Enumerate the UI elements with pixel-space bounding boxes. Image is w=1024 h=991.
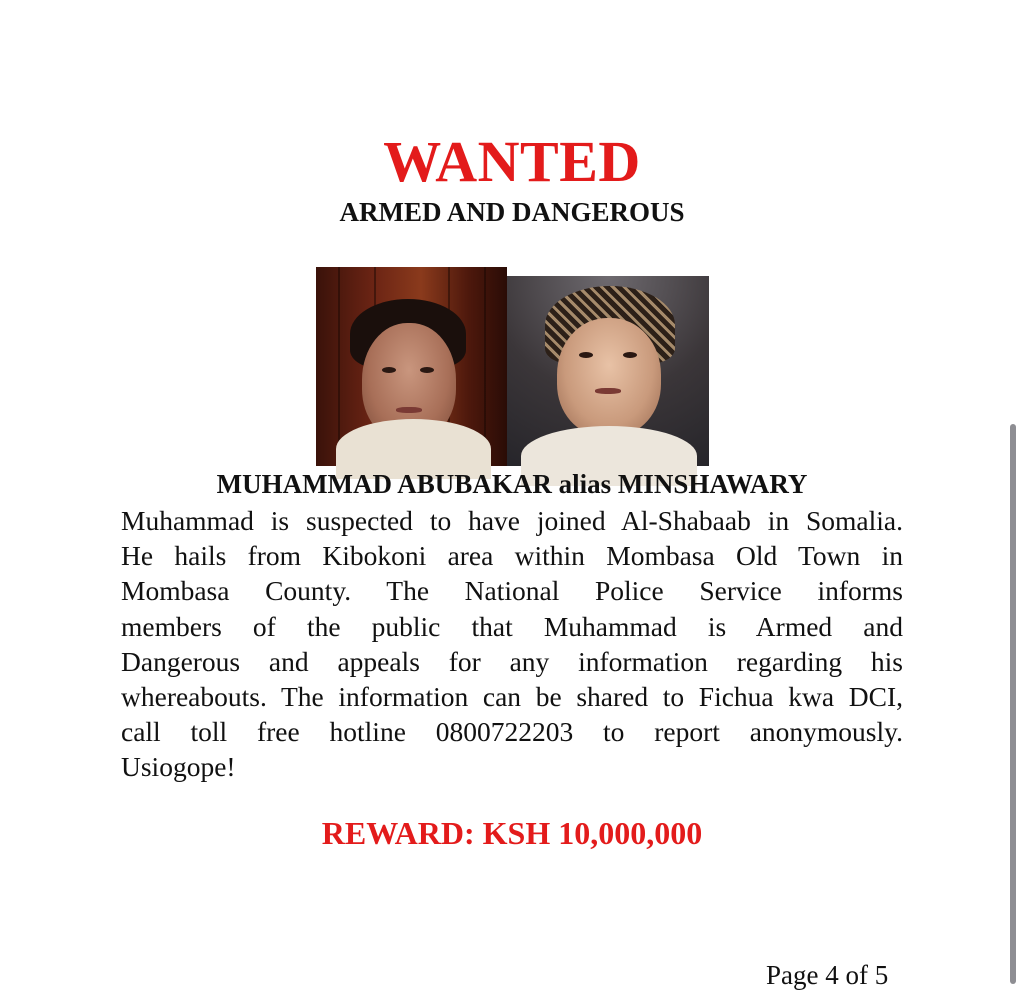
description-line: whereabouts. The information can be shared to Fichua kwa DCI, (121, 680, 903, 712)
poster-subtitle: ARMED AND DANGEROUS (339, 197, 685, 227)
description-line: Muhammad is suspected to have joined Al-Shabaab in Somalia. (121, 505, 903, 536)
page-indicator: Page 4 of 5 (766, 960, 889, 990)
description-line: Mombasa County. The National Police Service informs (121, 575, 903, 607)
description-line: He hails from Kibokoni area within Mombasa Old Town in (121, 540, 903, 572)
suspect-photo-2 (507, 276, 709, 466)
poster-title: WANTED (383, 129, 641, 194)
reward-text: REWARD: KSH 10,000,000 (321, 815, 703, 851)
suspect-name: MUHAMMAD ABUBAKAR alias MINSHAWARY (216, 469, 808, 499)
suspect-photos (316, 267, 709, 466)
description-line: Dangerous and appeals for any information regarding his (121, 645, 903, 677)
vertical-scrollbar[interactable] (1010, 424, 1016, 974)
description-paragraph (121, 503, 903, 785)
scrollbar-thumb[interactable] (1010, 424, 1016, 984)
suspect-photo-1 (316, 267, 507, 466)
description-line: Usiogope! (121, 751, 236, 783)
description-line: call toll free hotline 0800722203 to report anonymously. (121, 716, 903, 748)
description-line: members of the public that Muhammad is Armed and (121, 610, 903, 642)
